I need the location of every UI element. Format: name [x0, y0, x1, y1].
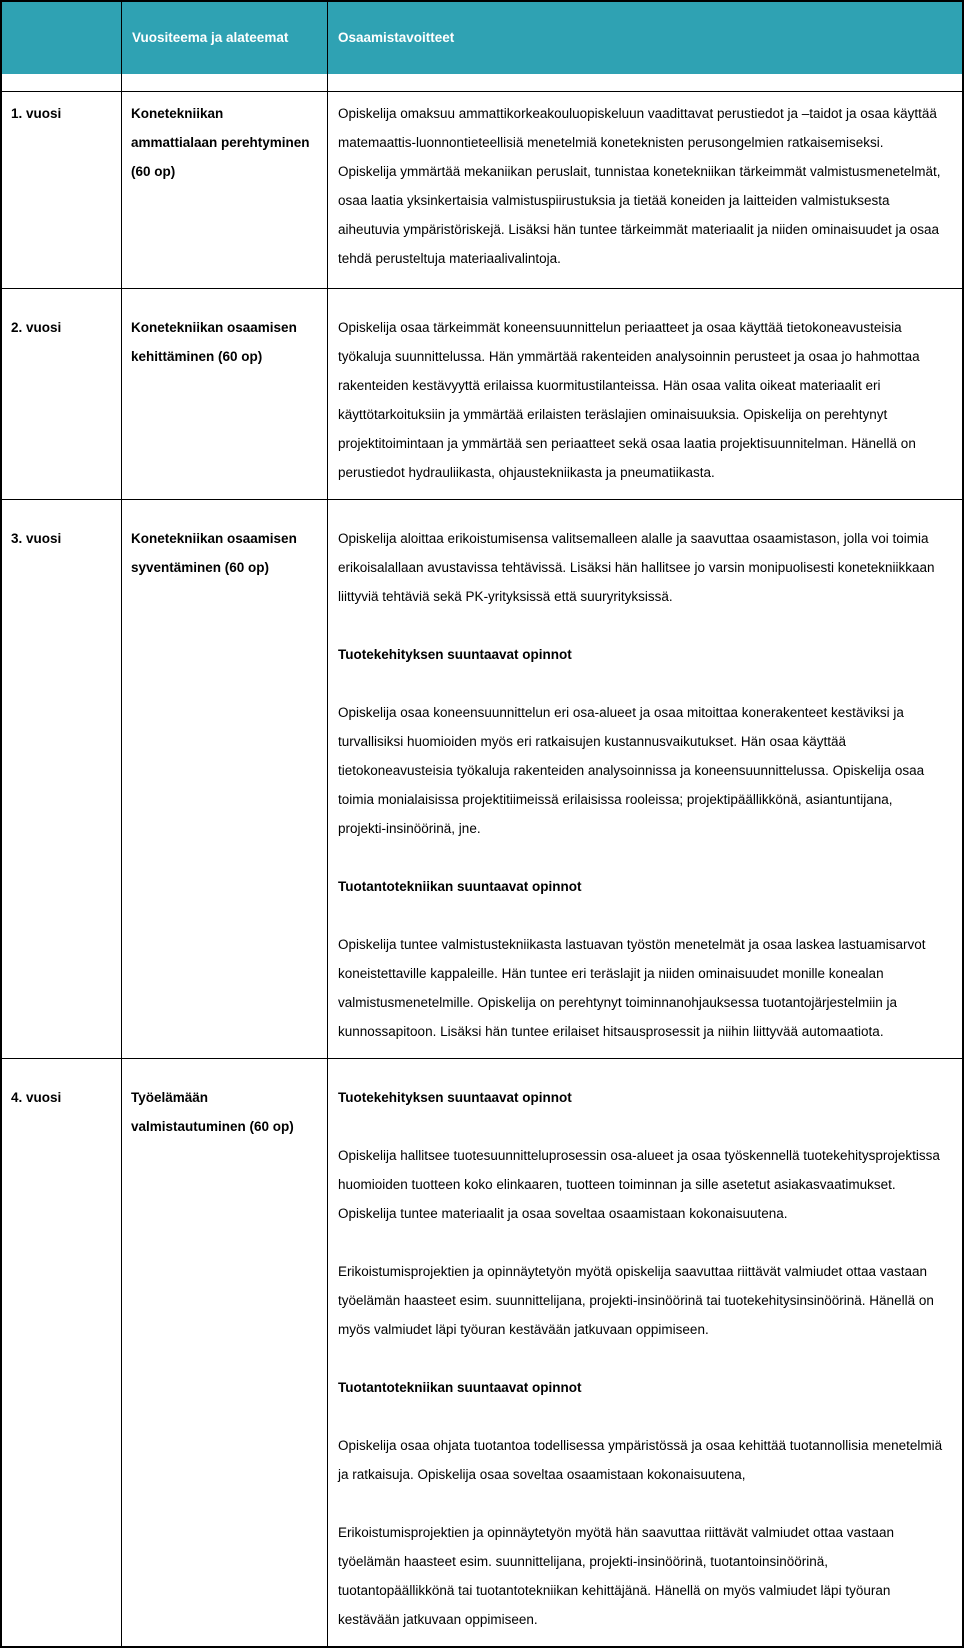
header-label-vuositeema: Vuositeema ja alateemat [132, 29, 289, 45]
goals-cell [327, 92, 962, 288]
goal-section-heading: Tuotantotekniikan suuntaavat opinnot [338, 1380, 582, 1395]
theme-label: Konetekniikan ammattialaan perehtyminen (60 op) [131, 106, 310, 179]
header-fill-vuositeema [122, 2, 327, 74]
goals-cell [327, 1059, 962, 1646]
goal-paragraph: Opiskelija omaksuu ammattikorkeakouluopiskeluun vaadittavat perustiedot ja –taidot ja osaa käyttää matemaattis-luonnontieteellisiä menetelmiä koneteknisten perusongelmien ratkaisemiseksi. Opiskelija ymmärtää mekaniikan peruslait, tunnistaa konetekniikan tärkeimmät valmistusmenetelmät, osaa laatia yksinkertaisia valmistuspiirustuksia ja tietää koneiden ja laitteiden valmistuksesta aiheutuvia ympäristöriskejä. Lisäksi hän tuntee tärkeimmät materiaalit ja niiden ominaisuudet ja osaa tehdä perusteltuja materiaalivalintoja. [338, 106, 941, 266]
year-cell [2, 92, 121, 288]
table-row [2, 1058, 962, 1646]
goals-cell [327, 500, 962, 1058]
year-cell [2, 500, 121, 1058]
year-label: 2. vuosi [11, 320, 62, 335]
goal-paragraph: Opiskelija osaa tärkeimmät koneensuunnittelun periaatteet ja osaa käyttää tietokoneavusteisia työkaluja suunnittelussa. Hän ymmärtää rakenteiden analysoinnin perusteet ja osaa jo hahmottaa rakenteiden kestävyyttä erilaissa kuormitustilanteissa. Hän osaa valita oikeat materiaalit eri käyttötarkoituksiin ja ymmärtää erilaisten teräslajien ominaisuuksia. Opiskelija on perehtynyt projektitoimintaan ja ymmärtää sen periaatteet sekä osaa laatia projektisuunnitelman. Hänellä on perustiedot hydrauliikasta, ohjaustekniikasta ja pneumatiikasta. [338, 320, 920, 480]
goal-section-heading: Tuotekehityksen suuntaavat opinnot [338, 647, 572, 662]
theme-cell [121, 1059, 327, 1646]
header-label-osaamistavoitteet: Osaamistavoitteet [338, 29, 455, 45]
year-label: 4. vuosi [11, 1090, 62, 1105]
year-label: 3. vuosi [11, 531, 62, 546]
goal-paragraph: Opiskelija tuntee valmistustekniikasta lastuavan työstön menetelmät ja osaa laskea lastuamisarvot koneistettaville kappaleille. Hän tuntee eri teräslajit ja niiden ominaisuudet monille konealan valmistusmenetelmille. Opiskelija on perehtynyt toiminnanohjauksessa tuotantojärjestelmiin ja kunnossapitoon. Lisäksi hän tuntee erilaiset hitsausprosessit ja niihin liittyvää automaatiota. [338, 937, 926, 1039]
table-row [2, 288, 962, 499]
goal-paragraph: Opiskelija aloittaa erikoistumisensa valitsemalleen alalle ja saavuttaa osaamistason, jolla voi toimia erikoisalallaan avustavissa tehtävissä. Lisäksi hän hallitsee jo varsin monipuolisesti konetekniikkaan liittyviä tehtäviä sekä PK-yrityksissä että suuryrityksissä. [338, 531, 935, 604]
theme-label: Konetekniikan osaamisen kehittäminen (60 op) [131, 320, 297, 364]
goal-paragraph: Opiskelija osaa ohjata tuotantoa todellisessa ympäristössä ja osaa kehittää tuotannollisia menetelmiä ja ratkaisuja. Opiskelija osaa soveltaa osaamistaan kokonaisuutena, [338, 1438, 943, 1482]
theme-cell [121, 92, 327, 288]
goal-section-heading: Tuotantotekniikan suuntaavat opinnot [338, 879, 582, 894]
table-row [2, 499, 962, 1058]
table-body [2, 91, 962, 1646]
table-row [2, 91, 962, 288]
table-header-row [2, 2, 962, 91]
header-cell-osaamistavoitteet [327, 2, 962, 91]
theme-label: Työelämään valmistautuminen (60 op) [131, 1090, 294, 1134]
header-cell-empty [2, 2, 121, 91]
header-cell-vuositeema [121, 2, 327, 91]
theme-cell [121, 500, 327, 1058]
goal-paragraph: Erikoistumisprojektien ja opinnäytetyön myötä opiskelija saavuttaa riittävät valmiudet ottaa vastaan työelämän haasteet esim. suunnittelijana, projekti-insinöörinä tai tuotekehitysinsinöörinä. Hänellä on myös valmiudet läpi työuran kestävään jatkuvaan oppimiseen. [338, 1264, 934, 1337]
goal-paragraph: Opiskelija osaa koneensuunnittelun eri osa-alueet ja osaa mitoittaa konerakenteet kestäviksi ja turvallisiksi huomioiden myös eri ratkaisujen kustannusvaikutukset. Hän osaa käyttää tietokoneavusteisia työkaluja rakenteiden analysoinnissa ja koneensuunnittelussa. Opiskelija osaa toimia monialaisissa projektitiimeissä erilaisissa rooleissa; projektipäällikkönä, asiantuntijana, projekti-insinöörinä, jne. [338, 705, 925, 836]
theme-label: Konetekniikan osaamisen syventäminen (60 op) [131, 531, 297, 575]
theme-cell [121, 289, 327, 499]
goal-section-heading: Tuotekehityksen suuntaavat opinnot [338, 1090, 572, 1105]
header-fill-empty [2, 2, 121, 74]
year-cell [2, 289, 121, 499]
year-label: 1. vuosi [11, 106, 62, 121]
goals-cell [327, 289, 962, 499]
goal-paragraph: Opiskelija hallitsee tuotesuunnitteluprosessin osa-alueet ja osaa työskennellä tuotekehitysprojektissa huomioiden tuotteen koko elinkaaren, tuotteen toiminnan ja sille asetetut asiakasvaatimukset. Opiskelija tuntee materiaalit ja osaa soveltaa osaamistaan kokonaisuutena. [338, 1148, 940, 1221]
header-fill-osaamistavoitteet [328, 2, 962, 74]
goal-paragraph: Erikoistumisprojektien ja opinnäytetyön myötä hän saavuttaa riittävät valmiudet ottaa vastaan työelämän haasteet esim. suunnittelijana, projekti-insinöörinä, tuotantoinsinöörinä, tuotantopäällikkönä tai tuotantotekniikan kehittäjänä. Hänellä on myös valmiudet läpi työuran kestävään jatkuvaan oppimiseen. [338, 1525, 895, 1627]
year-cell [2, 1059, 121, 1646]
